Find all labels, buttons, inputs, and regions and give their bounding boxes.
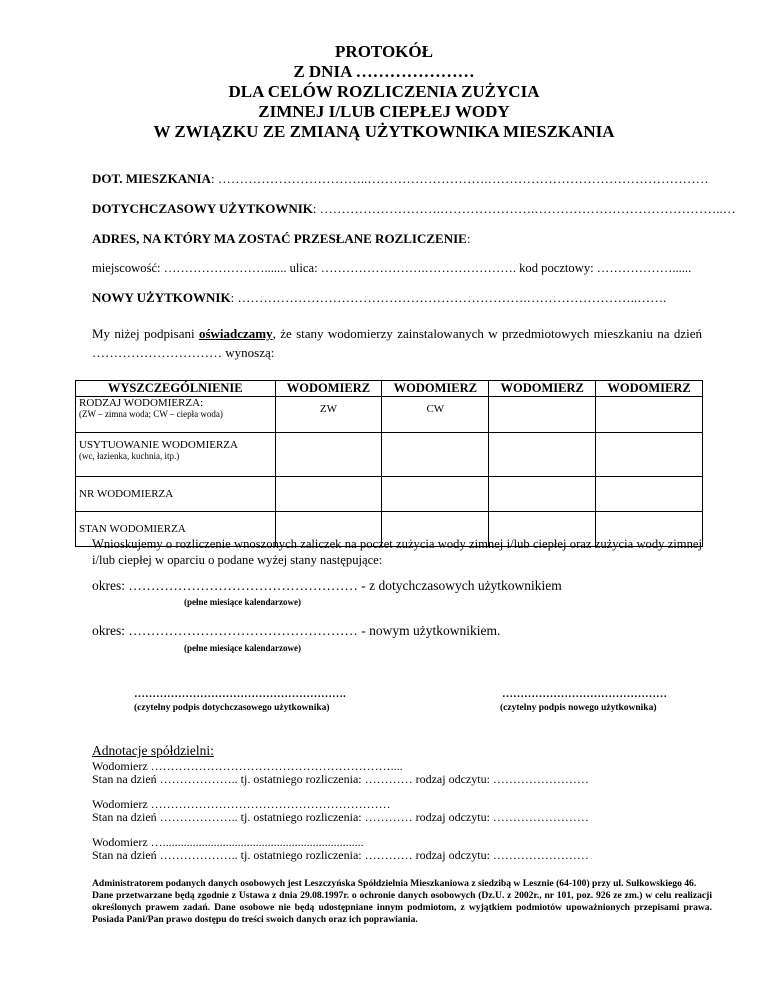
type-cell-4[interactable]	[596, 397, 703, 433]
meters-table	[75, 380, 703, 547]
declaration-bold: oświadczamy	[198, 326, 273, 341]
header-meter-3: WODOMIERZ	[489, 381, 596, 397]
apartment-field[interactable]	[92, 171, 709, 187]
table-header-row	[76, 381, 703, 397]
title-line-1: PROTOKÓŁ	[335, 42, 433, 61]
previous-signature-caption: (czytelny podpis dotychczasowego użytkownika)	[134, 703, 330, 713]
apartment-label: DOT. MIESZKANIA	[92, 171, 211, 186]
title-line-5: W ZWIĄZKU ZE ZMIANĄ UŻYTKOWNIKA MIESZKANIA	[153, 122, 615, 141]
location-cell-4[interactable]	[596, 433, 703, 477]
new-user-label: NOWY UŻYTKOWNIK	[92, 290, 231, 305]
title-line-3: DLA CELÓW ROZLICZENIA ZUŻYCIA	[228, 82, 540, 101]
new-signature-line[interactable]: ………………………………………	[502, 688, 667, 700]
type-sublabel: (ZW – zimna woda; CW – ciepła woda)	[79, 409, 223, 419]
request-paragraph: Wnioskujemy o rozliczenie wnoszonych zaliczek na poczet zużycia wody zimnej i/lub ciepłej oraz zużycia wody zimnej i/lub ciepłej w oparciu o podane wyżej stany następujące:	[92, 537, 702, 567]
table-row	[76, 433, 703, 477]
new-signature-caption: (czytelny podpis nowego użytkownika)	[500, 703, 657, 713]
declaration-text-1: My niżej podpisani	[92, 326, 199, 341]
location-label: USYTUOWANIE WODOMIERZA	[79, 439, 238, 451]
annotation-meter-1[interactable]: Wodomierz ……………………………………………………....	[92, 759, 403, 773]
period-new-field[interactable]: okres: …………………………………………… - nowym użytkownikiem.	[92, 623, 501, 638]
table-row	[76, 477, 703, 512]
address-heading	[92, 231, 470, 247]
header-meter-2: WODOMIERZ	[382, 381, 489, 397]
annotation-meter-2[interactable]: Wodomierz ……………………………………………………	[92, 797, 391, 811]
header-meter-4: WODOMIERZ	[596, 381, 703, 397]
new-user-field[interactable]	[92, 290, 666, 306]
title-line-4: ZIMNEJ I/LUB CIEPŁEJ WODY	[258, 102, 510, 121]
previous-signature-line[interactable]: ………………………………………………….	[134, 688, 346, 700]
period-previous-note: (pełne miesiące kalendarzowe)	[184, 597, 301, 607]
header-meter-1: WODOMIERZ	[275, 381, 382, 397]
period-new-note: (pełne miesiące kalendarzowe)	[184, 643, 301, 653]
type-cell-1[interactable]: ZW	[275, 397, 382, 433]
new-user-dots: : ………………………………………………………….……………………..…….	[230, 290, 667, 305]
address-detail-field[interactable]: miejscowość: ……………………....... ulica: …………………….…………………. kod pocztowy: ………………......	[92, 261, 692, 275]
location-cell-1[interactable]	[275, 433, 382, 477]
title-line-2: Z DNIA …………………	[293, 62, 475, 81]
number-cell-4[interactable]	[596, 477, 703, 512]
period-previous-field[interactable]: okres: …………………………………………… - z dotychczasowych użytkownikiem	[92, 578, 562, 593]
type-cell-2[interactable]: CW	[382, 397, 489, 433]
annotations-heading: Adnotacje spółdzielni:	[92, 743, 214, 758]
previous-user-label: DOTYCHCZASOWY UŻYTKOWNIK	[92, 201, 313, 216]
table-row	[76, 397, 703, 433]
apartment-dots: : ……………………………..……………………….……………………………………………	[210, 171, 709, 186]
number-cell-1[interactable]	[275, 477, 382, 512]
annotation-reading-2[interactable]: Stan na dzień ……………….. tj. ostatniego rozliczenia: ………… rodzaj odczytu: ……………………	[92, 810, 589, 824]
address-colon: :	[466, 231, 471, 246]
address-label: ADRES, NA KTÓRY MA ZOSTAĆ PRZESŁANE ROZLICZENIE	[92, 231, 467, 246]
row-label-reading: STAN WODOMIERZA	[76, 512, 276, 547]
type-cell-3[interactable]	[489, 397, 596, 433]
previous-user-field[interactable]	[92, 201, 736, 217]
row-label-type	[76, 397, 276, 433]
location-cell-3[interactable]	[489, 433, 596, 477]
document-title	[0, 42, 768, 142]
privacy-notice	[92, 878, 712, 926]
number-cell-3[interactable]	[489, 477, 596, 512]
row-label-location	[76, 433, 276, 477]
header-specification: WYSZCZEGÓLNIENIE	[76, 381, 276, 397]
location-cell-2[interactable]	[382, 433, 489, 477]
number-cell-2[interactable]	[382, 477, 489, 512]
type-label: RODZAJ WODOMIERZA:	[79, 397, 204, 409]
annotation-meter-3[interactable]: Wodomierz …...................................................................	[92, 835, 364, 849]
annotation-reading-3[interactable]: Stan na dzień ……………….. tj. ostatniego rozliczenia: ………… rodzaj odczytu: ……………………	[92, 848, 589, 862]
row-label-number: NR WODOMIERZA	[76, 477, 276, 512]
previous-user-dots: : ……………………….………………….……………………………………..…	[312, 201, 736, 216]
declaration-text-2: , że stany wodomierzy zainstalowanych w przedmiotowych mieszkaniu na dzień ………………………… wynoszą:	[92, 326, 702, 360]
location-sublabel: (wc, łazienka, kuchnia, itp.)	[79, 451, 180, 461]
privacy-notice-1: Administratorem podanych danych osobowych jest Leszczyńska Spółdzielnia Mieszkaniowa z siedzibą w Lesznie (64-100) przy ul. Sułkowskiego 46.	[92, 878, 697, 889]
privacy-notice-2: Dane przetwarzane będą zgodnie z Ustawa z dnia 29.08.1997r. o ochronie danych osobowych (Dz.U. z 2002r., nr 101, poz. 926 ze zm.) w celu realizacji określonych prawem zadań. Dane osobowe nie będą udostępniane innym podmiotom, z wyjątkiem podmiotów upoważnionych przepisami prawa. Posiada Pani/Pan prawo dostępu do treści swoich danych oraz ich poprawiania.	[92, 890, 712, 925]
annotation-reading-1[interactable]: Stan na dzień ……………….. tj. ostatniego rozliczenia: ………… rodzaj odczytu: ……………………	[92, 772, 589, 786]
declaration-paragraph	[92, 324, 702, 362]
